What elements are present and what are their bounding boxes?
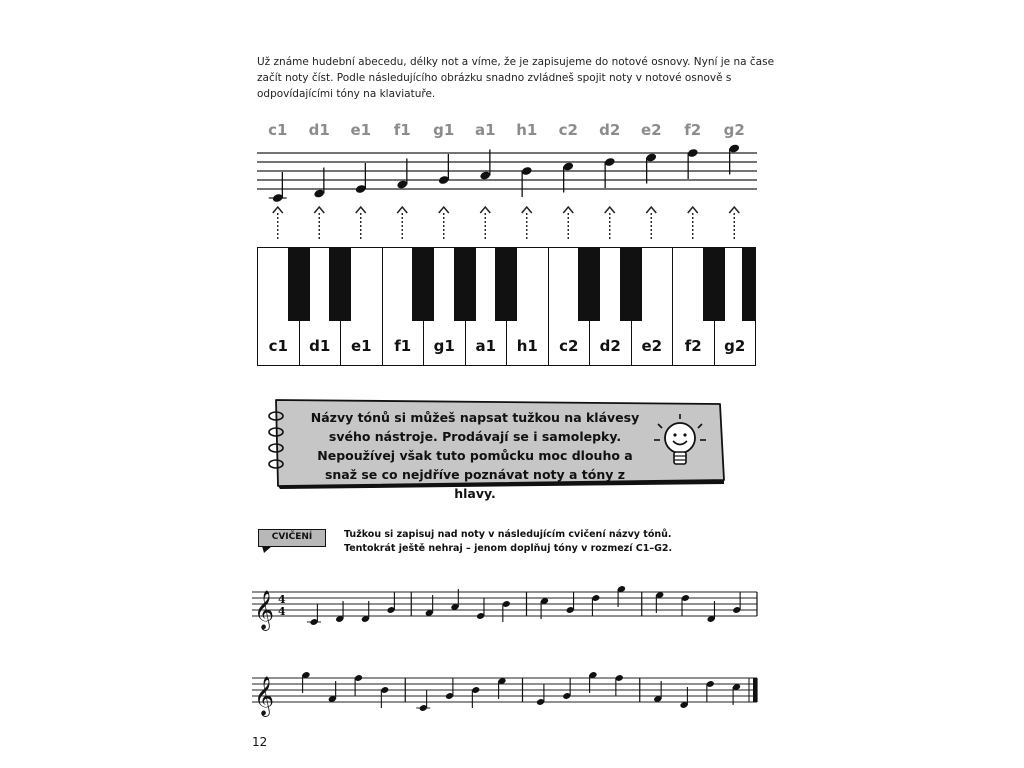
piano-key-label: g2: [724, 337, 746, 355]
quarter-note: [591, 594, 600, 616]
quarter-note: [386, 592, 395, 614]
note-label: d1: [308, 121, 330, 139]
quarter-note: [355, 163, 367, 194]
quarter-note: [645, 152, 657, 183]
quarter-note: [521, 166, 533, 197]
final-bar-line: [753, 678, 757, 702]
quarter-note: [604, 157, 616, 188]
quarter-note: [313, 168, 325, 199]
time-signature-bottom: 4: [278, 605, 286, 618]
dotted-arrow-icon: [439, 207, 449, 240]
dotted-arrow-icon: [314, 207, 324, 240]
quarter-note: [479, 150, 491, 181]
note-label: e1: [350, 121, 372, 139]
exercise-instruction: Tužkou si zapisuj nad noty v následujícím cvičení názvy tónů. Tentokrát ještě nehraj – jenom doplňuj tóny v rozmezí C1–G2.: [344, 529, 673, 554]
badge-tail: [262, 546, 274, 554]
dotted-arrow-icon: [480, 207, 490, 240]
quarter-note: [445, 678, 454, 700]
note-label: c1: [268, 121, 288, 139]
piano-black-key: [454, 247, 476, 321]
treble-clef-icon: 𝄞: [254, 676, 275, 716]
piano-key-label: d1: [309, 337, 331, 355]
note-label: f1: [393, 121, 411, 139]
page-number: 12: [252, 735, 268, 749]
quarter-note: [416, 690, 430, 712]
intro-paragraph: Už známe hudební abecedu, délky not a víme, že je zapisujeme do notové osnovy. Nyní je na čase začít noty číst. Podle následujícího obrázku snadno zvládneš spojit noty v notové osnově s odpovídajícími tóny na klaviatuře.: [257, 56, 775, 100]
piano-black-key: [329, 247, 351, 321]
quarter-note: [732, 592, 741, 614]
tip-box: [262, 394, 726, 501]
piano-key-label: h1: [516, 337, 538, 355]
tip-text: Názvy tónů si můžeš napsat tužkou na klávesy svého nástroje. Prodávají se i samolepky. Nepoužívej však tuto pomůcku moc dlouho a snaž se co nejdříve poznávat noty a tóny z hlavy.: [310, 410, 640, 501]
quarter-note: [536, 684, 545, 706]
quarter-note: [566, 592, 575, 614]
quarter-note: [562, 161, 574, 192]
dotted-arrow-icon: [729, 207, 739, 240]
quarter-note: [307, 604, 321, 626]
quarter-note: [396, 159, 408, 190]
note-staff: [257, 140, 757, 245]
note-label: c2: [558, 121, 578, 139]
quarter-note: [615, 674, 624, 696]
note-label: d2: [599, 121, 621, 139]
note-label: e2: [640, 121, 662, 139]
note-label: f2: [684, 121, 702, 139]
piano-black-key: [495, 247, 517, 321]
quarter-note: [502, 600, 511, 622]
dotted-arrow-icon: [356, 207, 366, 240]
quarter-note: [562, 678, 571, 700]
piano-black-key: [412, 247, 434, 321]
quarter-note: [476, 598, 485, 620]
quarter-note: [687, 148, 699, 179]
exercise-staff-2: [252, 670, 762, 720]
piano-key-label: a1: [475, 337, 497, 355]
dotted-arrow-icon: [646, 207, 656, 240]
piano-key-label: g1: [433, 337, 455, 355]
dotted-arrow-icon: [688, 207, 698, 240]
quarter-note: [380, 686, 389, 708]
piano-key-label: e2: [641, 337, 663, 355]
piano-key-label: f2: [684, 337, 702, 355]
piano-keyboard: [257, 247, 755, 368]
note-label: h1: [516, 121, 538, 139]
dotted-arrow-icon: [397, 207, 407, 240]
piano-key-label: c2: [559, 337, 579, 355]
quarter-note: [706, 680, 715, 702]
piano-key-label: e1: [350, 337, 372, 355]
piano-key-label: c1: [268, 337, 288, 355]
piano-black-key: [742, 247, 755, 321]
piano-black-key: [578, 247, 600, 321]
quarter-note: [269, 172, 287, 203]
exercise-badge: CVIČENÍ: [258, 529, 326, 547]
quarter-note: [438, 154, 450, 185]
quarter-note: [728, 143, 740, 174]
exercise-staff-1: [252, 584, 762, 634]
piano-key-label: f1: [394, 337, 412, 355]
dotted-arrow-icon: [522, 207, 532, 240]
dotted-arrow-icon: [605, 207, 615, 240]
quarter-note: [354, 674, 363, 696]
quarter-note: [471, 686, 480, 708]
note-label: g1: [433, 121, 455, 139]
treble-clef-icon: 𝄞: [254, 590, 275, 630]
piano-black-key: [703, 247, 725, 321]
dotted-arrow-icon: [273, 207, 283, 240]
dotted-arrow-icon: [563, 207, 573, 240]
piano-black-key: [620, 247, 642, 321]
note-label: a1: [474, 121, 496, 139]
note-label: g2: [723, 121, 745, 139]
piano-black-key: [288, 247, 310, 321]
quarter-note: [681, 594, 690, 616]
piano-key-label: d2: [599, 337, 621, 355]
time-signature-top: 4: [278, 593, 286, 606]
